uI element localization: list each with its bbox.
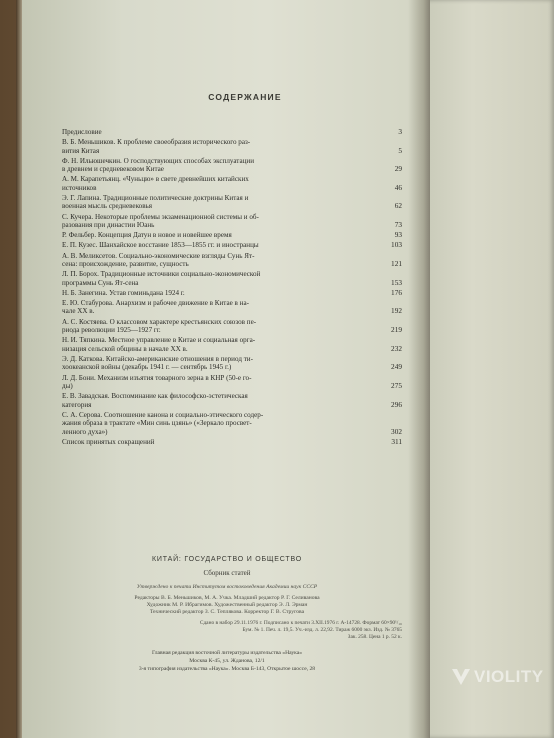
toc-entry-title: Е. П. Кузес. Шанхайское восстание 1853—1855 гг. и иностранцы: [62, 241, 259, 250]
toc-entry: [62, 128, 402, 136]
toc-entry: [62, 270, 402, 287]
toc-entry-title: Э. Д. Каткова. Китайско-американские отношения в период ти- хоокеанской войны (декабрь 1941 г. — сентябрь 1945 г.): [62, 354, 253, 372]
publisher-line-1: Главная редакция восточной литературы издательства «Наука»: [151, 650, 303, 656]
toc-entry-page: 121: [391, 259, 402, 269]
toc-entry-title: С. А. Серова. Соотношение канона и социально-этического содер- жания образа в трактате «Мин синь цзянь» («Зеркало просвет- ленного духа»): [62, 410, 264, 436]
toc-entry: [62, 213, 402, 230]
toc-entry-page: 93: [394, 230, 402, 240]
toc-entry-page: 275: [391, 380, 402, 390]
toc-entry-page: 302: [391, 426, 402, 436]
watermark-logo-icon: [448, 664, 474, 690]
toc-entry: [62, 194, 402, 211]
toc-entry-title: В. Б. Меньшиков. К проблеме своеобразия исторического раз- вития Китая: [62, 138, 251, 155]
publisher-line-2: Москва К-45, ул. Жданова, 12/1: [189, 658, 265, 664]
toc-entry-page: 311: [391, 436, 402, 446]
toc-entry-page: 296: [391, 399, 402, 409]
toc-entry: [62, 252, 402, 269]
toc-entry-title: А. С. Костяева. О классовом характере крестьянских союзов пе- риода революции 1925—1927 гг.: [62, 317, 257, 335]
toc-entry-page: 29: [394, 164, 402, 174]
toc-entry-page: 5: [398, 145, 402, 155]
watermark-text: VIOLITY: [474, 667, 544, 686]
watermark: [448, 664, 552, 690]
toc-entry: [62, 318, 402, 335]
table-of-contents: [62, 128, 402, 448]
toc-entry: [62, 241, 402, 249]
contents-heading: СОДЕРЖАНИЕ: [208, 92, 282, 102]
page-edge-shadow: [16, 0, 22, 738]
toc-entry-title: Р. Фельбер. Концепция Датун в новое и новейшее время: [62, 231, 232, 240]
book-title: КИТАЙ: ГОСУДАРСТВО И ОБЩЕСТВО: [152, 556, 302, 563]
toc-entry-title: А. В. Меликсетов. Социально-экономические взгляды Сунь Ят- сена: происхождение, развитие, сущность: [62, 251, 255, 269]
toc-entry-title: Л. П. Борох. Традиционные источники социально-экономической программы Сунь Ят-сена: [62, 270, 261, 287]
toc-entry: [62, 175, 402, 192]
toc-entry-page: 62: [394, 201, 402, 211]
print-info-2: Бум. № 1. Печ. л. 19,5. Уч.-изд. л. 22,92. Тираж 6000 экз. Изд. № 3765: [242, 627, 402, 633]
toc-entry-page: 232: [391, 343, 402, 353]
toc-entry: [62, 411, 402, 436]
artists-line: Художник М. Р. Ибрагимов. Художественный редактор Э. Л. Эрман: [146, 602, 308, 608]
toc-entry-title: Е. Ю. Стабурова. Анархизм и рабочее движение в Китае в на- чале XX в.: [62, 299, 249, 316]
toc-entry-title: Н. И. Тяпкина. Местное управление в Китае и социальная орга- низация сельской общины в начале XX в.: [62, 336, 256, 353]
toc-entry-title: Э. Г. Лапина. Традиционные политические доктрины Китая и военная мысль средневековья: [62, 194, 249, 211]
toc-entry-page: 219: [391, 325, 402, 335]
toc-entry-page: 73: [394, 220, 402, 230]
toc-entry-page: 176: [391, 287, 402, 297]
toc-entry: [62, 231, 402, 239]
approval-line: Утверждено к печати Институтом востоковедения Академии наук СССР: [136, 584, 318, 590]
print-info-3: Зак. 258. Цена 1 р. 52 к.: [347, 634, 402, 640]
toc-entry-title: Предисловие: [62, 128, 102, 136]
toc-entry: [62, 138, 402, 155]
toc-entry-title: Ф. Н. Ильюшечкин. О господствующих способах эксплуатации в древнем и средневековом Китае: [62, 156, 255, 174]
publisher-line-3: 3-я типография издательства «Наука». Москва Б-143, Открытое шоссе, 28: [138, 666, 316, 672]
right-page-fragment: [418, 0, 554, 738]
toc-entry: [62, 299, 402, 316]
toc-entry-page: 192: [391, 306, 402, 316]
toc-entry-title: Л. Д. Бони. Механизм изъятия товарного зерна в КНР (50-е го- ды): [62, 373, 252, 390]
toc-entry-page: 103: [391, 240, 402, 250]
toc-entry: [62, 157, 402, 174]
book-subtitle: Сборник статей: [203, 569, 251, 577]
toc-entry-title: Е. В. Завадская. Воспоминание как философско-эстетическая категория: [62, 392, 248, 409]
toc-entry: [62, 336, 402, 353]
toc-entry: [62, 355, 402, 372]
toc-entry: [62, 392, 402, 409]
tech-editor-line: Технический редактор З. С. Теплякова. Корректор Г. В. Стругова: [149, 609, 305, 615]
editors-line: Редакторы В. Б. Меньшиков, М. А. Учка. Младший редактор Р. Г. Селиванова: [134, 595, 320, 601]
print-info-1: Сдано в набор 29.11.1976 г. Подписано к печати 3.XII.1976 г. А-14728. Формат 60×90¹/₁₆: [199, 620, 402, 626]
toc-entry-page: 46: [394, 182, 402, 192]
toc-entry-title: Список принятых сокращений: [62, 437, 155, 446]
book-gutter-shadow: [408, 0, 430, 738]
toc-entry: [62, 374, 402, 391]
toc-entry-page: 153: [391, 277, 402, 287]
toc-entry-page: 249: [391, 362, 402, 372]
toc-entry: [62, 438, 402, 446]
toc-entry-page: 3: [398, 127, 402, 136]
toc-entry: [62, 289, 402, 297]
toc-entry-title: С. Кучера. Некоторые проблемы экзаменационной системы и об- разования при династии Юань: [62, 212, 259, 230]
toc-entry-title: А. М. Карапетьянц. «Чуньцю» в свете древнейших китайских источников: [62, 175, 249, 192]
toc-entry-title: Н. Б. Занегина. Устав гоминьдана 1924 г.: [62, 288, 185, 297]
